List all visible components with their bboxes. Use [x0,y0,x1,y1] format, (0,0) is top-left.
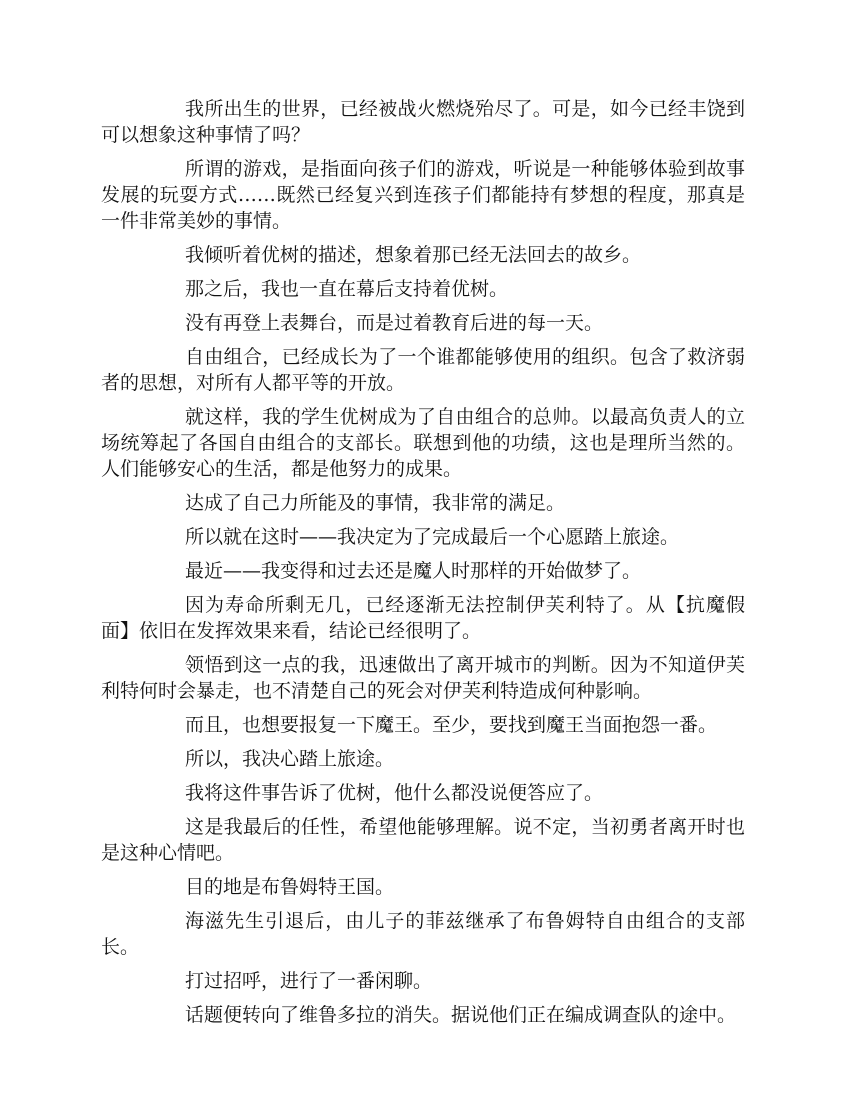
paragraph: 自由组合，已经成长为了一个谁都能够使用的组织。包含了救济弱者的思想，对所有人都平等的开放。 [101,346,745,394]
paragraph: 没有再登上表舞台，而是过着教育后进的每一天。 [185,312,604,334]
paragraph: 领悟到这一点的我，迅速做出了离开城市的判断。因为不知道伊芙利特何时会暴走，也不清楚自己的死会对伊芙利特造成何种影响。 [101,654,745,702]
paragraph: 打过招呼，进行了一番闲聊。 [185,970,433,992]
paragraph: 达成了自己力所能及的事情，我非常的满足。 [185,492,566,514]
document-page [101,96,745,1036]
paragraph: 我倾听着优树的描述，想象着那已经无法回去的故乡。 [185,244,642,266]
paragraph: 最近——我变得和过去还是魔人时那样的开始做梦了。 [185,560,642,582]
paragraph: 就这样，我的学生优树成为了自由组合的总帅。以最高负责人的立场统筹起了各国自由组合的支部长。联想到他的功绩，这也是理所当然的。人们能够安心的生活，都是他努力的成果。 [101,406,745,480]
paragraph: 所谓的游戏，是指面向孩子们的游戏，听说是一种能够体验到故事发展的玩耍方式……既然已经复兴到连孩子们都能持有梦想的程度，那真是一件非常美妙的事情。 [101,158,745,232]
paragraph: 话题便转向了维鲁多拉的消失。据说他们正在编成调查队的途中。 [185,1004,737,1026]
paragraph: 这是我最后的任性，希望他能够理解。说不定，当初勇者离开时也是这种心情吧。 [101,816,745,864]
paragraph: 所以就在这时——我决定为了完成最后一个心愿踏上旅途。 [185,526,680,548]
paragraph: 那之后，我也一直在幕后支持着优树。 [185,278,509,300]
paragraph: 我所出生的世界，已经被战火燃烧殆尽了。可是，如今已经丰饶到可以想象这种事情了吗？ [101,98,745,146]
paragraph: 我将这件事告诉了优树，他什么都没说便答应了。 [185,782,604,804]
paragraph: 海滋先生引退后，由儿子的菲兹继承了布鲁姆特自由组合的支部长。 [101,910,745,958]
paragraph: 而且，也想要报复一下魔王。至少，要找到魔王当面抱怨一番。 [185,714,718,736]
paragraph: 所以，我决心踏上旅途。 [185,748,395,770]
paragraph: 目的地是布鲁姆特王国。 [185,876,395,898]
paragraph: 因为寿命所剩无几，已经逐渐无法控制伊芙利特了。从【抗魔假面】依旧在发挥效果来看，结论已经很明了。 [101,594,745,642]
